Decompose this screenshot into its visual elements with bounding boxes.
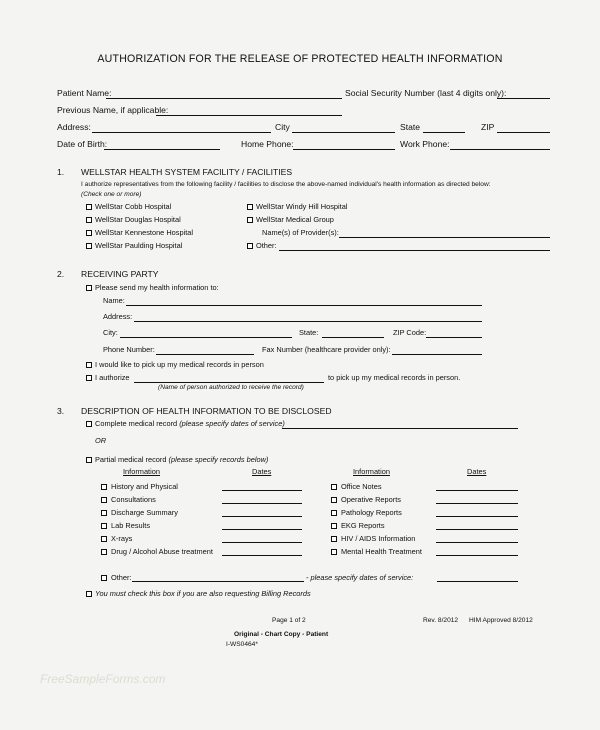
facility-option: WellStar Cobb Hospital <box>95 202 172 211</box>
record-checkbox[interactable] <box>331 497 337 503</box>
dob-field[interactable] <box>104 149 220 150</box>
state-label: State <box>400 122 421 132</box>
facility-checkbox[interactable] <box>247 217 253 223</box>
record-item: EKG Reports <box>341 521 385 530</box>
record-dates-field[interactable] <box>436 503 518 504</box>
record-dates-field[interactable] <box>436 516 518 517</box>
other-record-checkbox[interactable] <box>101 575 107 581</box>
home-phone-field[interactable] <box>293 149 395 150</box>
facility-option: WellStar Medical Group <box>256 215 334 224</box>
complete-record-text <box>95 419 285 429</box>
recipient-name-field[interactable] <box>126 305 482 306</box>
record-item: X-rays <box>111 534 133 543</box>
facility-checkbox[interactable] <box>86 217 92 223</box>
ssn-label: Social Security Number (last 4 digits only): <box>345 88 507 98</box>
or-label: OR <box>95 436 107 445</box>
record-checkbox[interactable] <box>101 497 107 503</box>
section1-heading: WELLSTAR HEALTH SYSTEM FACILITY / FACILITIES <box>81 167 293 177</box>
record-item: Discharge Summary <box>111 508 178 517</box>
record-checkbox[interactable] <box>101 523 107 529</box>
complete-record-dates-field[interactable] <box>282 428 518 429</box>
complete-record-checkbox[interactable] <box>86 421 92 427</box>
recipient-fax-field[interactable] <box>392 354 482 355</box>
recipient-address-label: Address: <box>103 312 133 321</box>
state-field[interactable] <box>423 132 465 133</box>
previous-name-field[interactable] <box>156 115 342 116</box>
pickup-checkbox[interactable] <box>86 362 92 368</box>
authorized-person-caption: (Name of person authorized to receive the record) <box>158 384 304 391</box>
record-dates-field[interactable] <box>222 542 302 543</box>
col-information-right: Information <box>353 467 390 476</box>
record-dates-field[interactable] <box>436 490 518 491</box>
authorize-suffix: to pick up my medical records in person. <box>328 373 461 382</box>
section1-intro: I authorize representatives from the following facility / facilities to disclose the above-named individual's health information as directed below: <box>81 181 491 188</box>
record-dates-field[interactable] <box>222 529 302 530</box>
other-record-field[interactable] <box>132 581 304 582</box>
facility-checkbox[interactable] <box>86 204 92 210</box>
facility-option: WellStar Kennestone Hospital <box>95 228 194 237</box>
record-checkbox[interactable] <box>331 536 337 542</box>
facility-checkbox[interactable] <box>86 243 92 249</box>
section3-number: 3. <box>57 406 65 416</box>
zip-label: ZIP <box>481 122 495 132</box>
authorize-checkbox[interactable] <box>86 375 92 381</box>
record-dates-field[interactable] <box>436 555 518 556</box>
facility-option: WellStar Paulding Hospital <box>95 241 183 250</box>
record-dates-field[interactable] <box>222 490 302 491</box>
recipient-zip-label: ZIP Code: <box>393 328 427 337</box>
section2-heading: RECEIVING PARTY <box>81 269 159 279</box>
record-checkbox[interactable] <box>101 549 107 555</box>
patient-name-field[interactable] <box>106 98 342 99</box>
facility-option: WellStar Windy Hill Hospital <box>256 202 348 211</box>
record-item: Office Notes <box>341 482 382 491</box>
partial-record-checkbox[interactable] <box>86 457 92 463</box>
complete-record-label: Complete medical record <box>95 419 178 428</box>
other-facility-field[interactable] <box>279 250 550 251</box>
city-label: City <box>275 122 290 132</box>
page-number: Page 1 of 2 <box>272 617 306 624</box>
zip-field[interactable] <box>497 132 550 133</box>
record-item: Drug / Alcohol Abuse treatment <box>111 547 213 556</box>
record-checkbox[interactable] <box>331 484 337 490</box>
col-information-left: Information <box>123 467 160 476</box>
home-phone-label: Home Phone: <box>241 139 294 149</box>
work-phone-label: Work Phone: <box>400 139 450 149</box>
record-item: Pathology Reports <box>341 508 402 517</box>
billing-records-label: You must check this box if you are also requesting Billing Records <box>95 589 311 598</box>
record-checkbox[interactable] <box>101 510 107 516</box>
other-record-dates-field[interactable] <box>437 581 518 582</box>
record-dates-field[interactable] <box>222 516 302 517</box>
col-dates-left: Dates <box>252 467 272 476</box>
record-item: Mental Health Treatment <box>341 547 422 556</box>
recipient-name-label: Name: <box>103 296 125 305</box>
patient-name-label: Patient Name: <box>57 88 112 98</box>
other-record-label: Other: <box>111 573 132 582</box>
recipient-address-field[interactable] <box>134 321 482 322</box>
recipient-city-field[interactable] <box>120 337 292 338</box>
facility-option: WellStar Douglas Hospital <box>95 215 181 224</box>
city-field[interactable] <box>292 132 395 133</box>
record-checkbox[interactable] <box>101 484 107 490</box>
col-dates-right: Dates <box>467 467 487 476</box>
other-facility-label: Other: <box>256 241 277 250</box>
previous-name-label: Previous Name, if applicable: <box>57 105 169 115</box>
form-title: AUTHORIZATION FOR THE RELEASE OF PROTECTED HEALTH INFORMATION <box>97 53 503 65</box>
record-dates-field[interactable] <box>436 542 518 543</box>
record-dates-field[interactable] <box>222 503 302 504</box>
send-info-checkbox[interactable] <box>86 285 92 291</box>
other-facility-checkbox[interactable] <box>247 243 253 249</box>
dob-label: Date of Birth: <box>57 139 108 149</box>
partial-record-label: Partial medical record <box>95 455 167 464</box>
record-checkbox[interactable] <box>331 523 337 529</box>
address-field[interactable] <box>92 132 271 133</box>
record-item: HIV / AIDS Information <box>341 534 416 543</box>
recipient-state-label: State: <box>299 328 319 337</box>
section2-number: 2. <box>57 269 65 279</box>
section1-check-note: (Check one or more) <box>81 191 142 198</box>
ssn-field[interactable] <box>497 98 550 99</box>
revision-date: Rev. 8/2012 <box>423 617 459 624</box>
record-dates-field[interactable] <box>222 555 302 556</box>
authorize-label: I authorize <box>95 373 130 382</box>
copy-distribution: Original - Chart Copy - Patient <box>234 631 329 638</box>
billing-records-checkbox[interactable] <box>86 591 92 597</box>
send-info-label: Please send my health information to: <box>95 283 219 292</box>
record-checkbox[interactable] <box>331 510 337 516</box>
recipient-state-field[interactable] <box>322 337 384 338</box>
recipient-zip-field[interactable] <box>426 337 482 338</box>
recipient-fax-label: Fax Number (healthcare provider only): <box>262 345 391 354</box>
record-checkbox[interactable] <box>101 536 107 542</box>
him-approved: HIM Approved 8/2012 <box>469 617 533 624</box>
complete-record-note: (please specify dates of service) <box>179 419 285 428</box>
facility-checkbox[interactable] <box>86 230 92 236</box>
pickup-label: I would like to pick up my medical records in person <box>95 360 264 369</box>
record-dates-field[interactable] <box>436 529 518 530</box>
providers-field[interactable] <box>339 237 550 238</box>
record-checkbox[interactable] <box>331 549 337 555</box>
record-item: Consultations <box>111 495 156 504</box>
record-item: Operative Reports <box>341 495 401 504</box>
partial-record-note: (please specify records below) <box>168 455 269 464</box>
record-item: Lab Results <box>111 521 151 530</box>
recipient-city-label: City: <box>103 328 118 337</box>
section3-heading: DESCRIPTION OF HEALTH INFORMATION TO BE DISCLOSED <box>81 406 332 416</box>
section1-number: 1. <box>57 167 65 177</box>
form-id: I-WS0464* <box>226 641 258 648</box>
recipient-phone-label: Phone Number: <box>103 345 155 354</box>
watermark: FreeSampleForms.com <box>40 672 166 686</box>
other-record-suffix: - please specify dates of service: <box>306 573 414 582</box>
record-item: History and Physical <box>111 482 178 491</box>
partial-record-text <box>95 455 268 465</box>
work-phone-field[interactable] <box>450 149 550 150</box>
facility-checkbox[interactable] <box>247 204 253 210</box>
providers-label: Name(s) of Provider(s): <box>262 228 339 237</box>
address-label: Address: <box>57 122 91 132</box>
recipient-phone-field[interactable] <box>156 354 254 355</box>
